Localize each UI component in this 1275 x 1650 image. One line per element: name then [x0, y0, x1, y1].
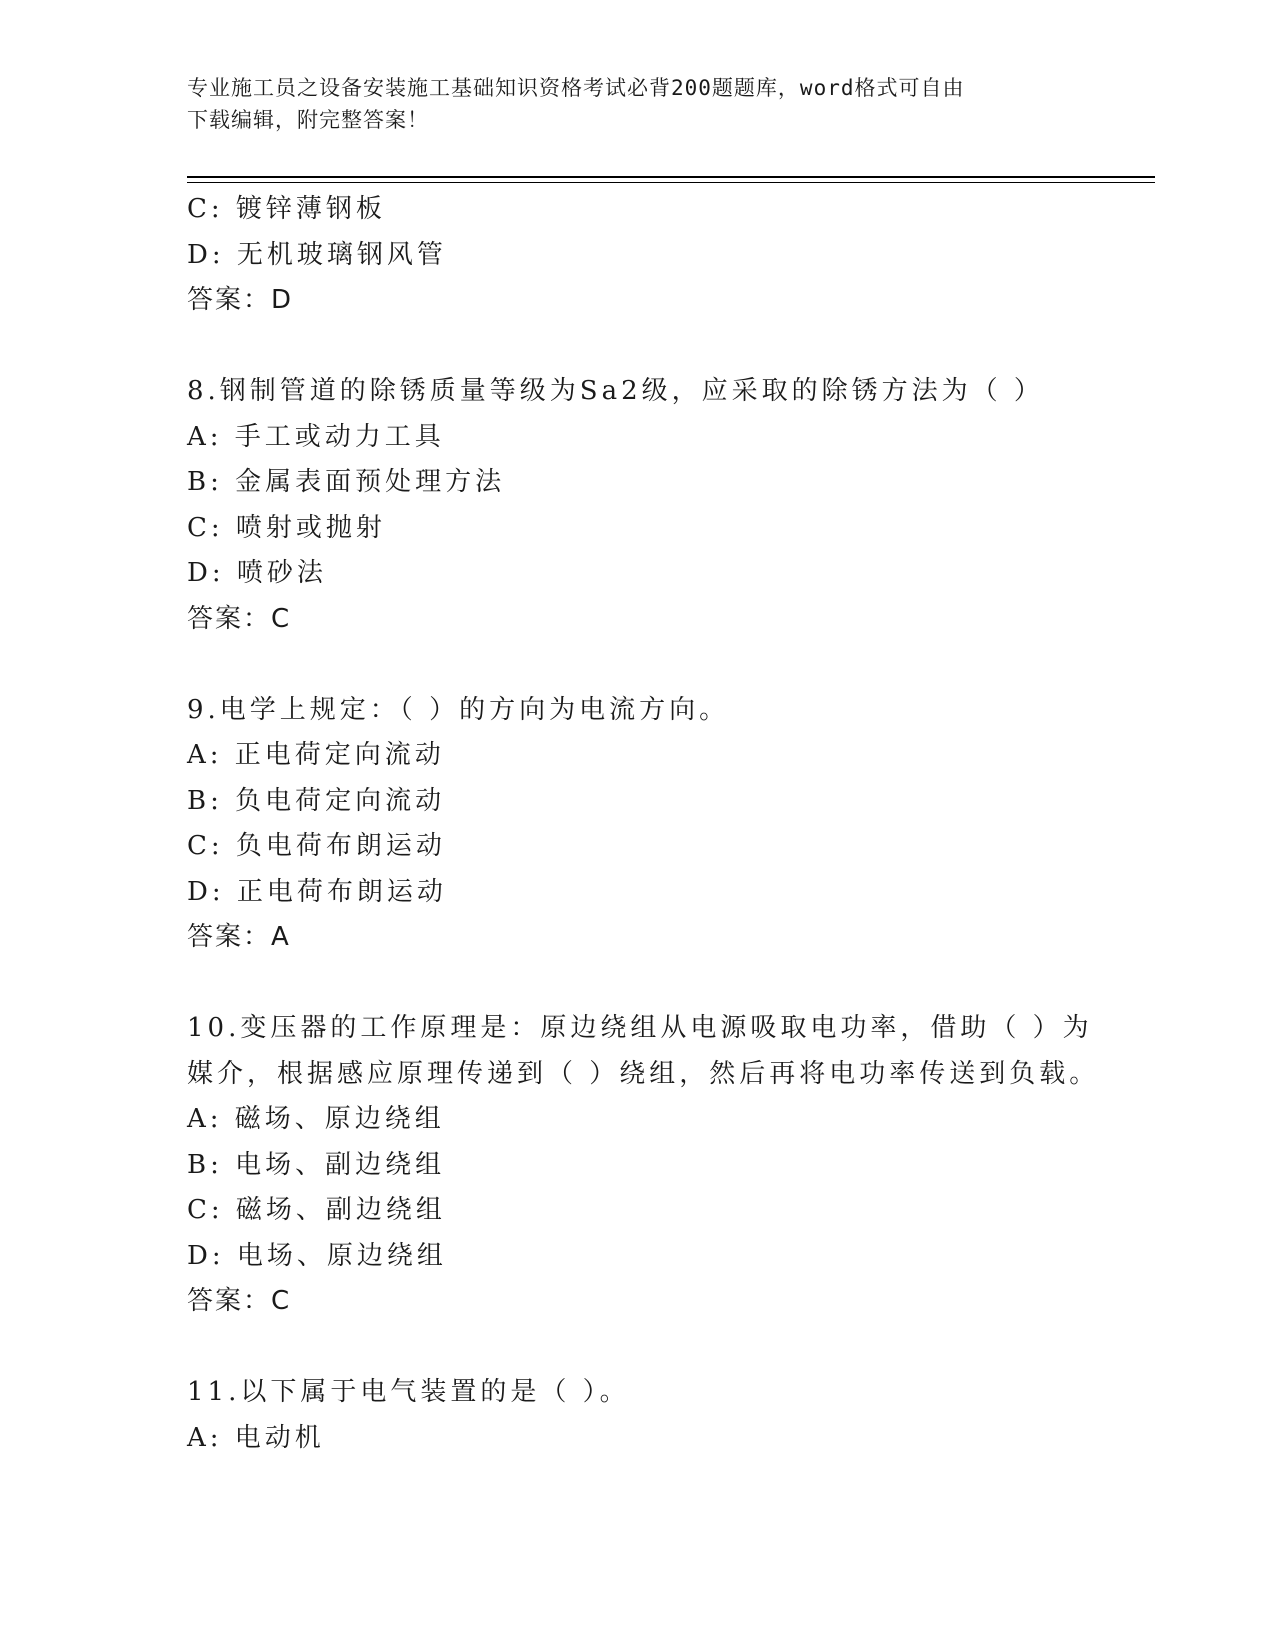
- block-spacer: [187, 961, 1155, 1007]
- answer-key: 答案：C: [187, 1286, 292, 1316]
- header-line-2: 下载编辑，附完整答案！: [187, 108, 429, 132]
- question-text: 9.电学上规定：（ ）的方向为电流方向。: [187, 694, 730, 725]
- answer-option: B: 金属表面预处理方法: [187, 467, 506, 497]
- answer-option: C: 镀锌薄钢板: [187, 194, 386, 224]
- answer-option: D: 喷砂法: [187, 558, 327, 588]
- block-spacer: [187, 642, 1155, 688]
- question-block: [187, 369, 1155, 642]
- header-line-1: 专业施工员之设备安装施工基础知识资格考试必背200题题库，word格式可自由: [187, 76, 965, 100]
- answer-option: B: 电场、副边绕组: [187, 1149, 446, 1180]
- question-block: [187, 688, 1155, 961]
- question-text: 11.以下属于电气装置的是（ ）。: [187, 1377, 630, 1407]
- answer-option: A: 正电荷定向流动: [187, 740, 445, 770]
- answer-option: A: 磁场、原边绕组: [187, 1104, 445, 1134]
- answer-option: B: 负电荷定向流动: [187, 785, 446, 816]
- document-header: [187, 72, 1087, 136]
- header-divider-thin: [187, 182, 1155, 183]
- answer-option: D: 无机玻璃钢风管: [187, 239, 447, 270]
- answer-key: 答案：D: [187, 285, 294, 315]
- answer-option: A: 电动机: [187, 1422, 325, 1453]
- block-spacer: [187, 1325, 1155, 1371]
- question-block: [187, 187, 1155, 324]
- header-divider-thick: [187, 176, 1155, 178]
- question-text: 媒介，根据感应原理传递到（ ）绕组，然后再将电功率传送到负载。: [187, 1058, 1100, 1089]
- question-block: [187, 1370, 1155, 1461]
- answer-key: 答案：A: [187, 922, 291, 952]
- answer-option: C: 喷射或抛射: [187, 512, 386, 543]
- answer-option: D: 正电荷布朗运动: [187, 876, 447, 907]
- question-list: [187, 187, 1155, 1461]
- answer-option: C: 磁场、副边绕组: [187, 1195, 446, 1225]
- question-text: 10.变压器的工作原理是：原边绕组从电源吸取电功率，借助（ ）为: [187, 1013, 1093, 1043]
- answer-option: C: 负电荷布朗运动: [187, 831, 446, 861]
- question-block: [187, 1006, 1155, 1325]
- block-spacer: [187, 324, 1155, 370]
- answer-key: 答案：C: [187, 603, 292, 634]
- question-text: 8.钢制管道的除锈质量等级为Sa2级，应采取的除锈方法为（ ）: [187, 376, 1044, 406]
- answer-option: A: 手工或动力工具: [187, 421, 445, 452]
- answer-option: D: 电场、原边绕组: [187, 1240, 447, 1271]
